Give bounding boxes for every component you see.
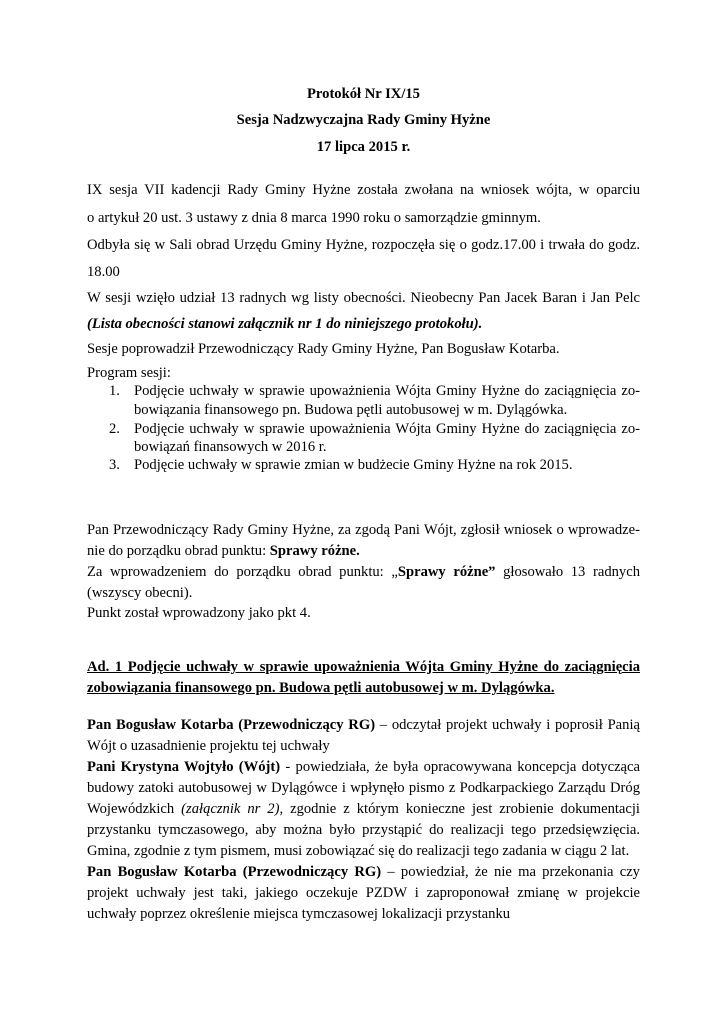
- intro-line-7: Sesje poprowadził Przewodniczący Rady Gminy Hyżne, Pan Bogusław Kotarba.: [87, 341, 560, 357]
- amendment-line-2: [87, 541, 360, 561]
- attachment-2-reference: (załącznik nr 2): [181, 801, 280, 817]
- ad1-p2-line-1: [87, 757, 640, 777]
- amendment-line-3-post: głosowało 13 radnych: [495, 564, 640, 580]
- session-subtitle: Sesja Nadzwyczajna Rady Gminy Hyżne: [236, 112, 491, 128]
- program-item-1-line-2: bowiązania finansowego pn. Budowa pętli autobusowej w m. Dylągówka.: [134, 402, 568, 418]
- ad1-heading-line-2: zobowiązania finansowego pn. Budowa pętli autobusowej w m. Dylągówka.: [87, 680, 555, 696]
- intro-line-4: 18.00: [87, 264, 120, 280]
- program-item-2-number: 2.: [109, 421, 120, 437]
- amendment-line-3: [87, 562, 640, 582]
- ad1-p2-line-2: budowy zatoki autobusowej w Dylągówce i wpłynęło pismo z Podkarpackiego Zarządu Dróg: [87, 780, 640, 796]
- ad1-p3-line-1-text: – powiedział, że nie ma przekonania czy: [381, 864, 640, 880]
- ad1-p2-line-3: [87, 799, 640, 819]
- ad1-p2-line-1-text: - powiedziała, że była opracowywana koncepcja dotycząca: [280, 759, 640, 775]
- session-date: 17 lipca 2015 r.: [316, 139, 411, 155]
- ad1-p2-line-3-post: , zgodnie z którym konieczne jest zrobienie dokumentacji: [279, 801, 640, 817]
- amendment-line-4: (wszyscy obecni).: [87, 585, 193, 601]
- intro-line-5: W sesji wzięło udział 13 radnych wg listy obecności. Nieobecny Pan Jacek Baran i Jan Pelc: [87, 290, 640, 306]
- ad1-p1-line-1: [87, 715, 640, 735]
- ad1-p1-line-2: Wójt o uzasadnienie projektu tej uchwały: [87, 738, 330, 754]
- program-item-1-line-1: Podjęcie uchwały w sprawie upoważnienia Wójta Gminy Hyżne do zaciągnięcia zo-: [134, 383, 640, 399]
- intro-line-3: Odbyła się w Sali obrad Urzędu Gminy Hyżne, rozpoczęła się o godz.17.00 i trwała do godz.: [87, 237, 640, 253]
- amendment-line-2-text: nie do porządku obrad punktu:: [87, 543, 270, 559]
- amendment-point-name: Sprawy różne.: [269, 543, 360, 559]
- amendment-line-3-point: Sprawy różne”: [397, 564, 496, 580]
- speaker-kotarba-1: Pan Bogusław Kotarba (Przewodniczący RG): [87, 717, 376, 733]
- ad1-p2-line-4: przystanku tymczasowego, aby można było przystąpić do realizacji tego przedsięwzięcia.: [87, 822, 640, 838]
- intro-line-2: o artykuł 20 ust. 3 ustawy z dnia 8 marca 1990 roku o samorządzie gminnym.: [87, 210, 541, 226]
- intro-line-1: IX sesja VII kadencji Rady Gminy Hyżne została zwołana na wniosek wójta, w oparciu: [87, 182, 640, 198]
- ad1-p3-line-1: [87, 862, 640, 882]
- program-item-1-number: 1.: [109, 383, 120, 399]
- program-item-2-line-1: Podjęcie uchwały w sprawie upoważnienia Wójta Gminy Hyżne do zaciągnięcia zo-: [134, 421, 640, 437]
- amendment-line-3-pre: Za wprowadzeniem do porządku obrad punktu: „: [87, 564, 398, 580]
- speaker-wojtylo: Pani Krystyna Wojtyło (Wójt): [87, 759, 281, 775]
- ad1-p2-line-5: Gmina, zgodnie z tym pismem, musi zobowiązać się do realizacji tego zadania w ciągu 2 lat.: [87, 843, 630, 859]
- amendment-line-1: Pan Przewodniczący Rady Gminy Hyżne, za zgodą Pani Wójt, zgłosił wniosek o wprowadze-: [87, 522, 640, 538]
- amendment-line-5: Punkt został wprowadzony jako pkt 4.: [87, 605, 311, 621]
- ad1-heading-line-1: Ad. 1 Podjęcie uchwały w sprawie upoważnienia Wójta Gminy Hyżne do zaciągnięcia: [87, 659, 640, 675]
- protocol-title: Protokół Nr IX/15: [307, 86, 420, 102]
- program-item-2-line-2: bowiązań finansowych w 2016 r.: [134, 439, 327, 455]
- ad1-p3-line-2: projekt uchwały jest taki, jakiego oczekuje PZDW i zaproponował zmianę w projekcie: [87, 885, 640, 901]
- ad1-p2-line-3-pre: Wojewódzkich: [87, 801, 182, 817]
- program-item-3-line-1: Podjęcie uchwały w sprawie zmian w budżecie Gminy Hyżne na rok 2015.: [134, 457, 573, 473]
- ad1-p3-line-3: uchwały poprzez określenie miejsca tymczasowej lokalizacji przystanku: [87, 906, 511, 922]
- ad1-p1-line-1-text: – odczytał projekt uchwały i poprosił Panią: [375, 717, 640, 733]
- speaker-kotarba-2: Pan Bogusław Kotarba (Przewodniczący RG): [87, 864, 382, 880]
- program-heading: Program sesji:: [87, 365, 171, 381]
- program-item-3-number: 3.: [109, 457, 120, 473]
- attendance-note: (Lista obecności stanowi załącznik nr 1 do niniejszego protokołu).: [87, 316, 483, 332]
